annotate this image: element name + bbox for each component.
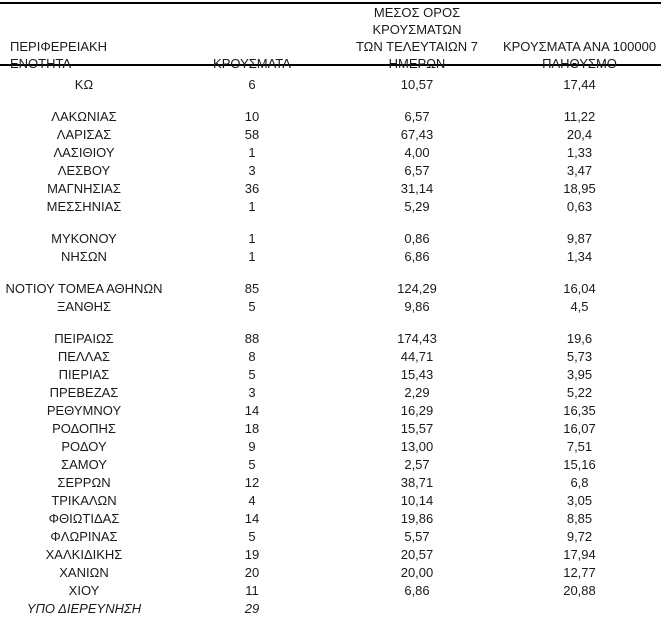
per100k-value: 5,22 [566,385,593,400]
table-row [0,438,661,456]
region-name: ΛΕΣΒΟΥ [57,163,111,178]
region-name: ΣΑΜΟΥ [61,457,107,472]
per100k-value: 17,44 [563,77,596,92]
header-avg7-line1: ΜΕΣΟΣ ΟΡΟΣ ΚΡΟΥΣΜΑΤΩΝ [372,5,462,37]
region-name: ΛΑΡΙΣΑΣ [56,127,112,142]
avg7-value: 44,71 [400,349,434,364]
header-avg7 [336,4,498,75]
region-name: ΝΗΣΩΝ [61,249,107,264]
region-name: ΠΙΕΡΙΑΣ [58,367,110,382]
table-row [0,230,661,248]
per100k-value: 18,95 [563,181,596,196]
cases-value: 19 [244,547,260,562]
per100k-value: 3,05 [566,493,593,508]
cases-value: 10 [244,109,260,124]
avg7-value: 10,14 [400,493,434,508]
table-row [0,76,661,94]
region-name: ΜΕΣΣΗΝΙΑΣ [46,199,122,214]
avg7-value: 20,57 [400,547,434,562]
cases-value: 9 [248,439,256,454]
per100k-value: 15,16 [563,457,596,472]
per100k-value: 11,22 [563,109,596,124]
table-row [0,600,661,618]
table-row [0,402,661,420]
cases-value: 1 [248,231,256,246]
cases-value: 4 [248,493,256,508]
per100k-value: 8,85 [566,511,593,526]
table-row [0,348,661,366]
region-name: ΧΙΟΥ [68,583,100,598]
header-region: ΠΕΡΙΦΕΡΕΙΑΚΗ ΕΝΟΤΗΤΑ [10,39,108,71]
per100k-value: 16,04 [563,281,596,296]
per100k-value: 20,88 [563,583,596,598]
table-row [0,384,661,402]
per100k-value: 5,73 [566,349,593,364]
table-row [0,492,661,510]
header-avg7-line3: ΗΜΕΡΩΝ [388,56,446,71]
cases-table [0,2,661,618]
cases-value: 5 [248,367,256,382]
region-name: ΡΟΔΟΠΗΣ [52,421,116,436]
avg7-value: 2,57 [404,457,430,472]
table-row [0,144,661,162]
cases-value: 1 [248,249,256,264]
header-per100k [498,38,661,75]
avg7-value: 16,29 [400,403,434,418]
avg7-value: 13,00 [400,439,434,454]
region-name: ΡΟΔΟΥ [61,439,107,454]
avg7-value: 6,86 [404,583,430,598]
case-table-body [0,66,661,618]
table-row [0,108,661,126]
avg7-value: 9,86 [404,299,430,314]
cases-value: 3 [248,385,256,400]
region-name: ΥΠΟ ΔΙΕΡΕΥΝΗΣΗ [26,601,142,616]
per100k-value: 1,34 [566,249,593,264]
table-row [0,180,661,198]
per100k-value: 9,87 [566,231,593,246]
cases-value: 58 [244,127,260,142]
cases-value: 11 [245,583,259,598]
avg7-value: 5,57 [404,529,430,544]
avg7-value: 6,57 [404,163,430,178]
table-row [0,198,661,216]
avg7-value: 6,57 [404,109,430,124]
region-name: ΞΑΝΘΗΣ [56,299,112,314]
avg7-value: 15,57 [400,421,434,436]
avg7-value: 174,43 [397,331,437,346]
header-per100k-line1: ΚΡΟΥΣΜΑΤΑ ΑΝΑ 100000 [502,39,657,54]
per100k-value: 0,63 [566,199,593,214]
avg7-value: 38,71 [400,475,434,490]
group-gap [0,266,661,280]
table-row [0,564,661,582]
avg7-value: 5,29 [404,199,430,214]
cases-value: 1 [248,145,256,160]
cases-value: 5 [248,299,256,314]
table-row [0,126,661,144]
table-row [0,366,661,384]
per100k-value: 9,72 [566,529,593,544]
per100k-value: 16,07 [563,421,596,436]
cases-value: 5 [248,529,256,544]
region-name: ΛΑΣΙΘΙΟΥ [53,145,115,160]
avg7-value: 124,29 [397,281,437,296]
per100k-value: 12,77 [563,565,596,580]
region-name: ΦΛΩΡΙΝΑΣ [50,529,118,544]
region-name: ΣΕΡΡΩΝ [57,475,111,490]
group-gap [0,94,661,108]
table-row [0,582,661,600]
region-name: ΡΕΘΥΜΝΟΥ [46,403,122,418]
cases-value: 14 [244,403,260,418]
cases-value: 6 [248,77,256,92]
region-name: ΠΕΙΡΑΙΩΣ [54,331,114,346]
per100k-value: 6,8 [570,475,589,490]
per100k-value: 3,95 [566,367,593,382]
avg7-value: 31,14 [400,181,434,196]
cases-value: 36 [244,181,260,196]
region-name: ΠΡΕΒΕΖΑΣ [49,385,119,400]
per100k-value: 19,6 [566,331,593,346]
cases-value: 8 [248,349,256,364]
avg7-value: 4,00 [404,145,430,160]
table-row [0,280,661,298]
region-name: ΦΘΙΩΤΙΔΑΣ [48,511,120,526]
cases-value: 85 [244,281,260,296]
cases-value: 3 [248,163,256,178]
region-name: ΠΕΛΛΑΣ [57,349,111,364]
avg7-value: 19,86 [400,511,434,526]
table-row [0,330,661,348]
table-row [0,248,661,266]
region-name: ΚΩ [74,77,94,92]
table-row [0,528,661,546]
table-row [0,162,661,180]
per100k-value [498,600,661,618]
table-row [0,474,661,492]
per100k-value: 1,33 [566,145,593,160]
group-gap [0,216,661,230]
cases-value: 12 [244,475,260,490]
per100k-value: 16,35 [563,403,596,418]
cases-value: 20 [244,565,260,580]
header-avg7-line2: ΤΩΝ ΤΕΛΕΥΤΑΙΩΝ 7 [355,39,479,54]
region-name: ΧΑΛΚΙΔΙΚΗΣ [45,547,123,562]
cases-value: 18 [244,421,260,436]
cases-value: 29 [244,601,260,616]
region-name: ΧΑΝΙΩΝ [59,565,109,580]
table-header [0,4,661,71]
region-name: ΜΥΚΟΝΟΥ [51,231,117,246]
table-row [0,298,661,316]
cases-value: 88 [244,331,260,346]
avg7-value: 0,86 [404,231,430,246]
per100k-value: 3,47 [566,163,593,178]
table-row [0,420,661,438]
avg7-value: 10,57 [400,77,434,92]
region-name: ΛΑΚΩΝΙΑΣ [51,109,117,124]
avg7-value: 6,86 [404,249,430,264]
avg7-value: 15,43 [400,367,434,382]
per100k-value: 4,5 [570,299,589,314]
region-name: ΤΡΙΚΑΛΩΝ [51,493,117,508]
table-row [0,456,661,474]
table-row [0,546,661,564]
per100k-value: 17,94 [563,547,596,562]
avg7-value: 2,29 [404,385,430,400]
region-name: ΜΑΓΝΗΣΙΑΣ [47,181,121,196]
avg7-value: 20,00 [400,565,434,580]
table-row [0,510,661,528]
per100k-value: 7,51 [566,439,593,454]
header-cases: ΚΡΟΥΣΜΑΤΑ [213,56,291,71]
cases-value: 14 [244,511,260,526]
cases-value: 5 [248,457,256,472]
per100k-value: 20,4 [566,127,593,142]
region-name: ΝΟΤΙΟΥ ΤΟΜΕΑ ΑΘΗΝΩΝ [5,281,163,296]
cases-value: 1 [248,199,256,214]
avg7-value [336,600,498,618]
header-per100k-line2: ΠΛΗΘΥΣΜΟ [542,56,617,71]
avg7-value: 67,43 [400,127,434,142]
group-gap [0,316,661,330]
